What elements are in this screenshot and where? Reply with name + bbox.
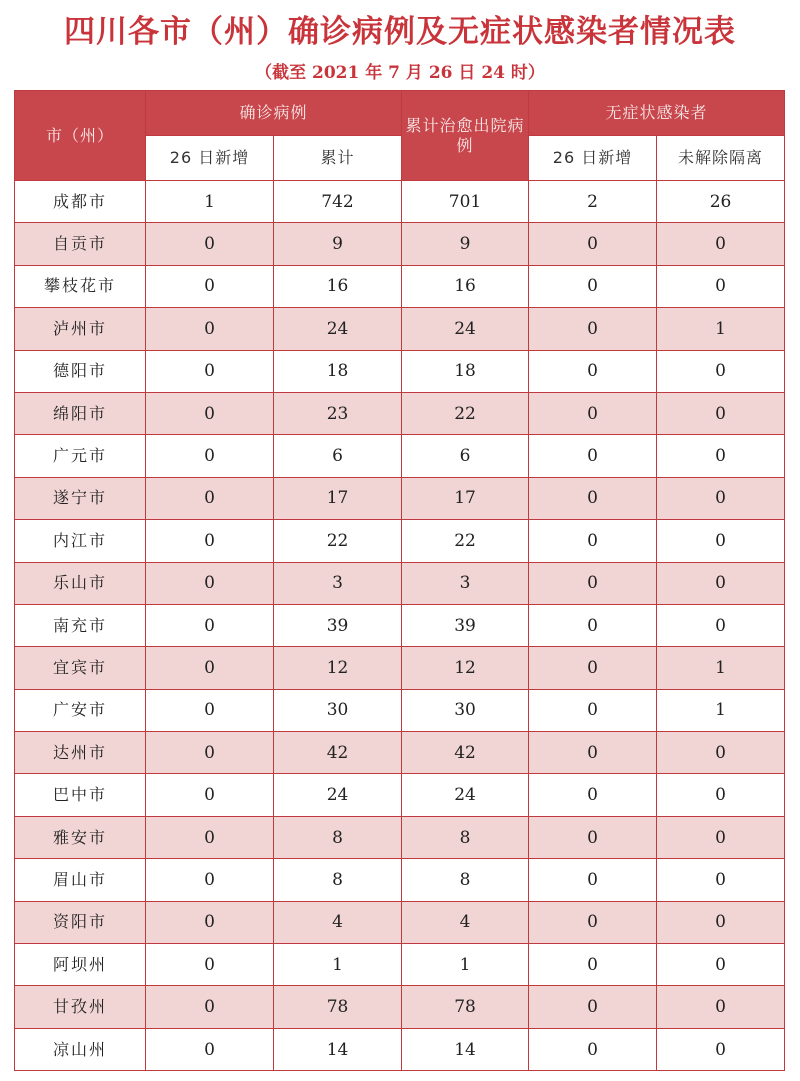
new-confirmed-cell: 0 [146,520,274,562]
city-cell: 攀枝花市 [15,265,146,307]
new-confirmed-cell: 0 [146,732,274,774]
city-cell: 凉山州 [15,1028,146,1070]
city-cell: 南充市 [15,604,146,646]
table-row [15,308,785,350]
isolation-cell: 1 [657,647,785,689]
header-city: 市（州） [15,91,146,181]
isolation-cell: 0 [657,392,785,434]
total-confirmed-cell: 78 [274,986,402,1028]
header-confirmed-group: 确诊病例 [146,91,402,136]
total-confirmed-cell: 12 [274,647,402,689]
new-confirmed-cell: 0 [146,604,274,646]
city-cell: 德阳市 [15,350,146,392]
new-asymptomatic-cell: 0 [529,435,657,477]
city-cell: 宜宾市 [15,647,146,689]
isolation-cell: 0 [657,732,785,774]
table-row [15,350,785,392]
recovered-cell: 17 [402,477,529,519]
new-asymptomatic-cell: 0 [529,392,657,434]
new-asymptomatic-cell: 0 [529,816,657,858]
isolation-cell: 0 [657,816,785,858]
new-confirmed-cell: 0 [146,1028,274,1070]
new-confirmed-cell: 0 [146,223,274,265]
recovered-cell: 24 [402,774,529,816]
city-cell: 成都市 [15,181,146,223]
table-row [15,1028,785,1070]
table-row [15,986,785,1028]
new-asymptomatic-cell: 0 [529,859,657,901]
new-confirmed-cell: 0 [146,859,274,901]
city-cell: 自贡市 [15,223,146,265]
new-confirmed-cell: 0 [146,308,274,350]
recovered-cell: 22 [402,520,529,562]
new-confirmed-cell: 0 [146,816,274,858]
isolation-cell: 0 [657,901,785,943]
new-asymptomatic-cell: 2 [529,181,657,223]
table-row [15,392,785,434]
new-confirmed-cell: 0 [146,435,274,477]
recovered-cell: 24 [402,308,529,350]
table-row [15,435,785,477]
city-cell: 眉山市 [15,859,146,901]
isolation-cell: 1 [657,308,785,350]
recovered-cell: 8 [402,859,529,901]
isolation-cell: 0 [657,435,785,477]
total-confirmed-cell: 18 [274,350,402,392]
isolation-cell: 0 [657,265,785,307]
isolation-cell: 1 [657,689,785,731]
total-confirmed-cell: 30 [274,689,402,731]
recovered-cell: 12 [402,647,529,689]
recovered-cell: 1 [402,944,529,986]
new-confirmed-cell: 0 [146,944,274,986]
table-row [15,604,785,646]
header-new-confirmed: 26 日新增 [146,136,274,181]
recovered-cell: 78 [402,986,529,1028]
new-asymptomatic-cell: 0 [529,562,657,604]
recovered-cell: 6 [402,435,529,477]
city-cell: 阿坝州 [15,944,146,986]
new-asymptomatic-cell: 0 [529,986,657,1028]
new-asymptomatic-cell: 0 [529,901,657,943]
table-row [15,944,785,986]
new-confirmed-cell: 0 [146,774,274,816]
table-row [15,816,785,858]
total-confirmed-cell: 22 [274,520,402,562]
recovered-cell: 701 [402,181,529,223]
new-asymptomatic-cell: 0 [529,774,657,816]
new-asymptomatic-cell: 0 [529,308,657,350]
total-confirmed-cell: 24 [274,774,402,816]
city-cell: 资阳市 [15,901,146,943]
table-row [15,859,785,901]
recovered-cell: 4 [402,901,529,943]
city-cell: 广元市 [15,435,146,477]
total-confirmed-cell: 4 [274,901,402,943]
isolation-cell: 0 [657,859,785,901]
total-confirmed-cell: 6 [274,435,402,477]
recovered-cell: 18 [402,350,529,392]
table-row [15,774,785,816]
table-row [15,181,785,223]
total-confirmed-cell: 3 [274,562,402,604]
recovered-cell: 9 [402,223,529,265]
page-subtitle: （截至 2021 年 7 月 26 日 24 时） [255,63,545,83]
new-confirmed-cell: 1 [146,181,274,223]
header-recovered: 累计治愈出院病例 [402,91,529,181]
table-row [15,732,785,774]
table-row [15,689,785,731]
table-body [15,181,785,1071]
recovered-cell: 14 [402,1028,529,1070]
total-confirmed-cell: 24 [274,308,402,350]
isolation-cell: 0 [657,520,785,562]
new-asymptomatic-cell: 0 [529,477,657,519]
city-cell: 绵阳市 [15,392,146,434]
new-confirmed-cell: 0 [146,647,274,689]
isolation-cell: 0 [657,223,785,265]
new-confirmed-cell: 0 [146,350,274,392]
total-confirmed-cell: 1 [274,944,402,986]
total-confirmed-cell: 39 [274,604,402,646]
header-under-isolation: 未解除隔离 [657,136,785,181]
city-cell: 巴中市 [15,774,146,816]
isolation-cell: 0 [657,1028,785,1070]
new-confirmed-cell: 0 [146,562,274,604]
table-row [15,477,785,519]
isolation-cell: 0 [657,944,785,986]
isolation-cell: 0 [657,774,785,816]
new-confirmed-cell: 0 [146,477,274,519]
header-new-asymptomatic: 26 日新增 [529,136,657,181]
recovered-cell: 8 [402,816,529,858]
new-asymptomatic-cell: 0 [529,223,657,265]
city-cell: 甘孜州 [15,986,146,1028]
city-cell: 广安市 [15,689,146,731]
total-confirmed-cell: 8 [274,859,402,901]
new-asymptomatic-cell: 0 [529,1028,657,1070]
new-confirmed-cell: 0 [146,689,274,731]
new-confirmed-cell: 0 [146,265,274,307]
table-row [15,901,785,943]
total-confirmed-cell: 23 [274,392,402,434]
cases-table [14,90,785,1071]
total-confirmed-cell: 14 [274,1028,402,1070]
new-asymptomatic-cell: 0 [529,689,657,731]
table-row [15,562,785,604]
isolation-cell: 0 [657,986,785,1028]
new-asymptomatic-cell: 0 [529,520,657,562]
table-row [15,647,785,689]
recovered-cell: 39 [402,604,529,646]
table-row [15,520,785,562]
new-asymptomatic-cell: 0 [529,265,657,307]
new-confirmed-cell: 0 [146,392,274,434]
page-title: 四川各市（州）确诊病例及无症状感染者情况表 [64,14,736,50]
new-asymptomatic-cell: 0 [529,732,657,774]
total-confirmed-cell: 9 [274,223,402,265]
recovered-cell: 3 [402,562,529,604]
total-confirmed-cell: 8 [274,816,402,858]
recovered-cell: 22 [402,392,529,434]
new-asymptomatic-cell: 0 [529,350,657,392]
total-confirmed-cell: 742 [274,181,402,223]
table-row [15,265,785,307]
isolation-cell: 0 [657,562,785,604]
new-confirmed-cell: 0 [146,901,274,943]
city-cell: 达州市 [15,732,146,774]
city-cell: 雅安市 [15,816,146,858]
total-confirmed-cell: 42 [274,732,402,774]
table-row [15,223,785,265]
recovered-cell: 16 [402,265,529,307]
new-confirmed-cell: 0 [146,986,274,1028]
header-asymptomatic-group: 无症状感染者 [529,91,785,136]
isolation-cell: 0 [657,350,785,392]
recovered-cell: 42 [402,732,529,774]
isolation-cell: 0 [657,604,785,646]
recovered-cell: 30 [402,689,529,731]
table-header-row [15,91,785,136]
new-asymptomatic-cell: 0 [529,647,657,689]
header-total-confirmed: 累计 [274,136,402,181]
city-cell: 泸州市 [15,308,146,350]
total-confirmed-cell: 17 [274,477,402,519]
city-cell: 乐山市 [15,562,146,604]
city-cell: 内江市 [15,520,146,562]
isolation-cell: 0 [657,477,785,519]
city-cell: 遂宁市 [15,477,146,519]
new-asymptomatic-cell: 0 [529,604,657,646]
isolation-cell: 26 [657,181,785,223]
new-asymptomatic-cell: 0 [529,944,657,986]
total-confirmed-cell: 16 [274,265,402,307]
